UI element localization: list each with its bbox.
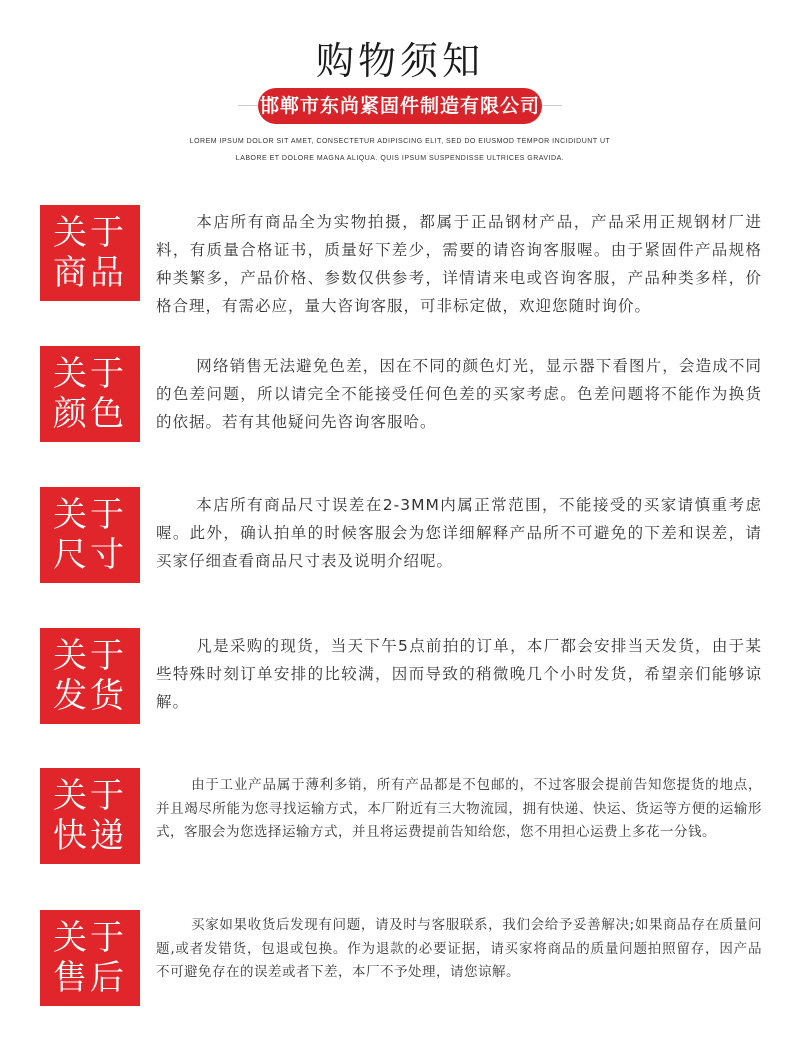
paragraph: 网络销售无法避免色差，因在不同的颜色灯光，显示器下看图片，会造成不同的色差问题，所以请完全不能接受任何色差的买家考虑。色差问题将不能作为换货的依据。若有其他疑问先咨询客服哈。 [156, 357, 762, 431]
banner-left-rule [238, 105, 258, 106]
badge-shipping [40, 628, 140, 724]
badge-bottom-label: 尺寸 [53, 535, 127, 575]
banner-right-rule [542, 105, 562, 106]
section-express-text [156, 774, 762, 845]
paragraph: 本店所有商品尺寸误差在2-3MM内属正常范围，不能接受的买家请慎重考虑喔。此外，确认拍单的时候客服会为您详细解释产品所不可避免的下差和误差，请买家仔细查看商品尺寸表及说明介绍呢。 [156, 496, 762, 570]
badge-size [40, 487, 140, 583]
paragraph: 凡是采购的现货，当天下午5点前拍的订单，本厂都会安排当天发货，由于某些特殊时刻订单安排的比较满，因而导致的稍微晚几个小时发货，希望亲们能够谅解。 [156, 637, 762, 711]
company-banner: 邯郸市东尚紧固件制造有限公司 [258, 88, 542, 124]
section-aftersales-text [156, 914, 762, 985]
lorem-line-1: LOREM IPSUM DOLOR SIT AMET, CONSECTETUR ADIPISCING ELIT, SED DO EIUSMOD TEMPOR INCIDIDUNT UT [189, 138, 611, 145]
section-shipping-text [156, 632, 762, 716]
badge-top-label: 关于 [53, 776, 127, 816]
paragraph: 本店所有商品全为实物拍摄，都属于正品钢材产品，产品采用正规钢材厂进料，有质量合格证书，质量好下差少，需要的请咨询客服喔。由于紧固件产品规格种类繁多，产品价格、参数仅供参考，详情请来电或咨询客服，产品种类多样，价格合理，有需必应，量大咨询客服，可非标定做，欢迎您随时询价。 [156, 213, 762, 315]
badge-top-label: 关于 [53, 918, 127, 958]
lorem-line-2: LABORE ET DOLORE MAGNA ALIQUA. QUIS IPSUM SUSPENDISSE ULTRICES GRAVIDA. [235, 155, 565, 162]
section-size-text [156, 491, 762, 575]
section-color-text [156, 352, 762, 436]
badge-bottom-label: 商品 [53, 253, 127, 293]
badge-aftersales [40, 910, 140, 1006]
badge-bottom-label: 颜色 [53, 394, 127, 434]
badge-bottom-label: 快递 [53, 816, 127, 856]
badge-bottom-label: 发货 [53, 676, 127, 716]
badge-top-label: 关于 [53, 636, 127, 676]
section-product-text [156, 208, 762, 320]
paragraph: 由于工业产品属于薄利多销，所有产品都是不包邮的，不过客服会提前告知您提货的地点，并且竭尽所能为您寻找运输方式，本厂附近有三大物流园，拥有快递、快运、货运等方便的运输形式，客服会为您选择运输方式，并且将运费提前告知给您，您不用担心运费上多花一分钱。 [156, 777, 762, 840]
badge-product [40, 205, 140, 301]
paragraph: 买家如果收货后发现有问题，请及时与客服联系，我们会给予妥善解决;如果商品存在质量问题,或者发错货，包退或包换。作为退款的必要证据，请买家将商品的质量问题拍照留存，因产品不可避免存在的误差或者下差，本厂不予处理，请您谅解。 [156, 917, 762, 980]
badge-top-label: 关于 [53, 495, 127, 535]
badge-top-label: 关于 [53, 213, 127, 253]
page-title: 购物须知 [315, 39, 484, 83]
badge-express [40, 768, 140, 864]
badge-color [40, 346, 140, 442]
badge-bottom-label: 售后 [53, 958, 127, 998]
badge-top-label: 关于 [53, 354, 127, 394]
